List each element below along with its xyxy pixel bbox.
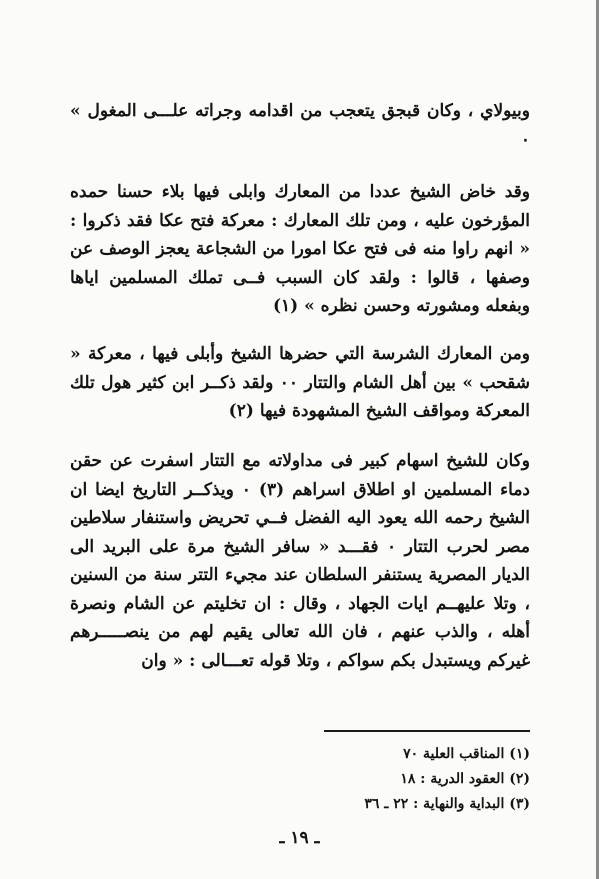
paragraph-battles: وقد خاض الشيخ عددا من المعارك وابلى فيها بلاء حسنا حمده المؤرخون عليه ، ومن تلك المعارك : معركة فتح عكا فقد ذكروا : « انهم راوا منه فى فتح عكا امورا من الشجاعة يعجز الوصف عن وصفها ، قالوا : ولقد كان السبب فــى تملك المسلمين اياها وبفعله ومشورته وحسن نظره » (١): [70, 182, 530, 316]
page-number: ـ ١٩ ـ: [279, 828, 320, 848]
footnote-2: (٢) العقود الدرية : ١٨: [400, 771, 530, 787]
paragraph-continuation: وبيولاي ، وكان قبجق يتعجب من اقدامه وجراته علـــى المغول » ٠: [70, 101, 530, 150]
paragraph-shaqhab: ومن المعارك الشرسة التي حضرها الشيخ وأبلى فيها ، معركة « شقحب » بين أهل الشام والتتار ٠٠ ولقد ذكــر ابن كثير هول تلك المعركة ومواقف الشيخ المشهودة فيها (٢): [70, 344, 530, 421]
footnote-divider: [324, 730, 530, 732]
footnotes: [200, 742, 530, 817]
footnote-3: (٣) البداية والنهاية : ٢٢ ـ ٣٦: [364, 796, 530, 812]
paragraph-mongols: وكان للشيخ اسهام كبير فى مداولاته مع التتار اسفرت عن حقن دماء المسلمين او اطلاق اسراهم (٣) ٠ ويذكــر التاريخ ايضا ان الشيخ رحمه الله يعود اليه الفضل فــي تحريض واستنفار سلاطين مصر لحرب التتار ٠ فقـــد « سافر الشيخ مرة على البريد الى الديار المصرية يستنفر السلطان عند مجيء التتر سنة من السنين ، وتلا عليهــم ايات الجهاد ، وقال : ان تخليتم عن الشام ونصرة أهله ، والذب عنهم ، فان الله تعالى يقيم لهم من ينصـــــرهم غيركم ويستبدل بكم سواكم ، وتلا قوله تعـــالى : « وان: [70, 451, 530, 671]
footnote-1: (١) المناقب العلية ٧٠: [403, 746, 530, 762]
